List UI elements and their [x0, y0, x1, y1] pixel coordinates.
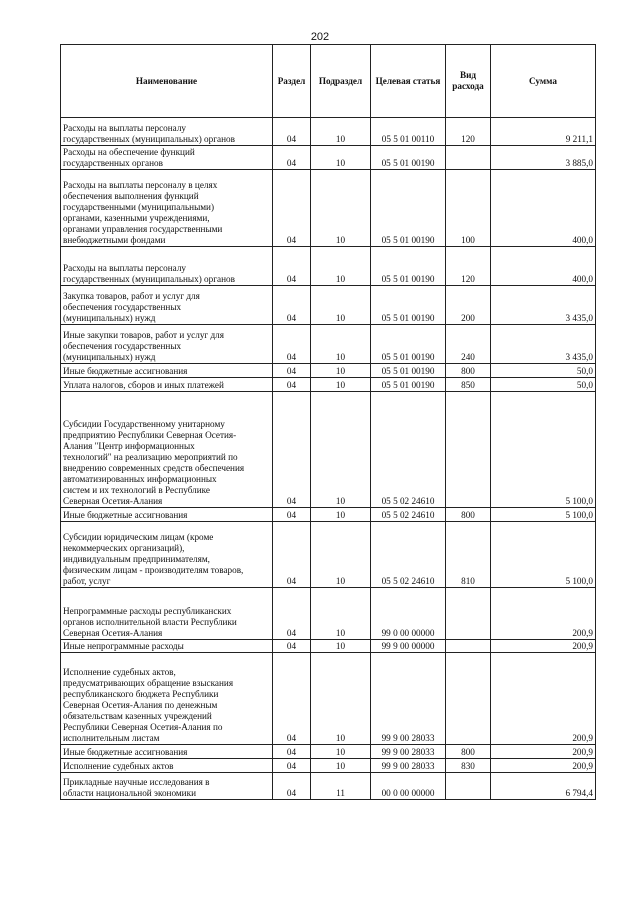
row-subsection: 11 [311, 773, 371, 800]
row-name: Иные закупки товаров, работ и услуг для обеспечения государственных (муниципальных) нужд [61, 325, 273, 364]
row-subsection: 10 [311, 522, 371, 588]
row-section: 04 [273, 286, 311, 325]
row-expense-type: 100 [446, 170, 491, 247]
row-section: 04 [273, 392, 311, 508]
table-row [61, 653, 596, 745]
row-section: 04 [273, 325, 311, 364]
row-amount: 5 100,0 [491, 392, 596, 508]
header-expense-type: Вид расхода [446, 45, 491, 118]
row-name: Иные бюджетные ассигнования [61, 508, 273, 522]
row-subsection: 10 [311, 325, 371, 364]
row-section: 04 [273, 247, 311, 286]
header-target-article: Целевая статья [371, 45, 446, 118]
row-subsection: 10 [311, 588, 371, 640]
row-amount: 200,9 [491, 640, 596, 653]
row-expense-type: 200 [446, 286, 491, 325]
row-amount: 200,9 [491, 759, 596, 773]
row-name: Субсидии Государственному унитарному предприятию Республики Северная Осетия- Алания "Центр информационных технологий" на реализацию мероприятий по внедрению современных средств обеспечения автоматизированных информационных систем и их технологий в Республике Северная Осетия-Алания [61, 392, 273, 508]
row-section: 04 [273, 378, 311, 392]
row-amount: 5 100,0 [491, 522, 596, 588]
table-row [61, 508, 596, 522]
row-subsection: 10 [311, 378, 371, 392]
row-subsection: 10 [311, 508, 371, 522]
table-row [61, 325, 596, 364]
row-subsection: 10 [311, 170, 371, 247]
row-section: 04 [273, 653, 311, 745]
row-section: 04 [273, 773, 311, 800]
row-expense-type: 120 [446, 247, 491, 286]
row-target-article: 05 5 01 00190 [371, 286, 446, 325]
row-subsection: 10 [311, 247, 371, 286]
row-name: Расходы на выплаты персоналу государственных (муниципальных) органов [61, 247, 273, 286]
table-row [61, 392, 596, 508]
row-expense-type: 800 [446, 508, 491, 522]
row-expense-type: 830 [446, 759, 491, 773]
table-row [61, 170, 596, 247]
row-target-article: 05 5 02 24610 [371, 508, 446, 522]
row-expense-type: 810 [446, 522, 491, 588]
row-target-article: 00 0 00 00000 [371, 773, 446, 800]
table-row [61, 745, 596, 759]
row-expense-type [446, 588, 491, 640]
row-amount: 3 435,0 [491, 286, 596, 325]
row-subsection: 10 [311, 653, 371, 745]
row-target-article: 05 5 01 00110 [371, 118, 446, 146]
table-header-row [61, 45, 596, 118]
row-name: Уплата налогов, сборов и иных платежей [61, 378, 273, 392]
row-amount: 400,0 [491, 170, 596, 247]
row-target-article: 99 9 00 28033 [371, 759, 446, 773]
table-row [61, 247, 596, 286]
row-section: 04 [273, 118, 311, 146]
row-subsection: 10 [311, 745, 371, 759]
row-section: 04 [273, 588, 311, 640]
row-name: Расходы на обеспечение функций государственных органов [61, 146, 273, 170]
row-name: Непрограммные расходы республиканских органов исполнительной власти Республики Северная Осетия-Алания [61, 588, 273, 640]
row-target-article: 05 5 02 24610 [371, 392, 446, 508]
row-name: Иные бюджетные ассигнования [61, 364, 273, 378]
row-target-article: 99 9 00 28033 [371, 653, 446, 745]
row-name: Исполнение судебных актов [61, 759, 273, 773]
row-target-article: 05 5 02 24610 [371, 522, 446, 588]
table-row [61, 286, 596, 325]
row-expense-type: 120 [446, 118, 491, 146]
row-amount: 5 100,0 [491, 508, 596, 522]
row-expense-type: 240 [446, 325, 491, 364]
row-expense-type [446, 653, 491, 745]
budget-table [60, 44, 596, 800]
row-subsection: 10 [311, 286, 371, 325]
row-section: 04 [273, 364, 311, 378]
row-name: Расходы на выплаты персоналу государственных (муниципальных) органов [61, 118, 273, 146]
header-amount: Сумма [491, 45, 596, 118]
row-target-article: 99 9 00 00000 [371, 640, 446, 653]
row-subsection: 10 [311, 146, 371, 170]
row-section: 04 [273, 759, 311, 773]
budget-table-body [61, 118, 596, 800]
table-row [61, 773, 596, 800]
header-subsection: Подраздел [311, 45, 371, 118]
row-section: 04 [273, 508, 311, 522]
row-name: Иные непрограммные расходы [61, 640, 273, 653]
table-row [61, 378, 596, 392]
row-name: Расходы на выплаты персоналу в целях обеспечения выполнения функций государственными (муниципальными) органами, казенными учреждениями, органами управления государственными внебюджетными фондами [61, 170, 273, 247]
row-target-article: 99 0 00 00000 [371, 588, 446, 640]
row-amount: 200,9 [491, 588, 596, 640]
row-name: Субсидии юридическим лицам (кроме некоммерческих организаций), индивидуальным предпринимателям, физическим лицам - производителям товаров, работ, услуг [61, 522, 273, 588]
table-row [61, 759, 596, 773]
row-amount: 200,9 [491, 653, 596, 745]
row-amount: 9 211,1 [491, 118, 596, 146]
row-name: Иные бюджетные ассигнования [61, 745, 273, 759]
table-row [61, 364, 596, 378]
row-subsection: 10 [311, 759, 371, 773]
row-target-article: 05 5 01 00190 [371, 325, 446, 364]
row-target-article: 05 5 01 00190 [371, 378, 446, 392]
row-amount: 3 435,0 [491, 325, 596, 364]
row-amount: 50,0 [491, 364, 596, 378]
row-target-article: 99 9 00 28033 [371, 745, 446, 759]
row-target-article: 05 5 01 00190 [371, 170, 446, 247]
table-row [61, 522, 596, 588]
row-expense-type [446, 392, 491, 508]
table-row [61, 146, 596, 170]
row-section: 04 [273, 745, 311, 759]
row-expense-type [446, 146, 491, 170]
header-section: Раздел [273, 45, 311, 118]
row-expense-type: 850 [446, 378, 491, 392]
row-name: Исполнение судебных актов, предусматривающих обращение взыскания республиканского бюджета Республики Северная Осетия-Алания по денежным обязательствам казенных учреждений Республики Северная Осетия-Алания по исполнительным листам [61, 653, 273, 745]
row-amount: 3 885,0 [491, 146, 596, 170]
row-section: 04 [273, 522, 311, 588]
row-section: 04 [273, 640, 311, 653]
row-target-article: 05 5 01 00190 [371, 364, 446, 378]
row-target-article: 05 5 01 00190 [371, 247, 446, 286]
row-subsection: 10 [311, 364, 371, 378]
row-name: Прикладные научные исследования в области национальной экономики [61, 773, 273, 800]
page-number: 202 [310, 31, 330, 43]
table-row [61, 588, 596, 640]
table-row [61, 118, 596, 146]
row-subsection: 10 [311, 118, 371, 146]
header-name: Наименование [61, 45, 273, 118]
row-subsection: 10 [311, 392, 371, 508]
row-expense-type: 800 [446, 364, 491, 378]
row-expense-type: 800 [446, 745, 491, 759]
table-row [61, 640, 596, 653]
row-name: Закупка товаров, работ и услуг для обеспечения государственных (муниципальных) нужд [61, 286, 273, 325]
row-expense-type [446, 773, 491, 800]
row-amount: 200,9 [491, 745, 596, 759]
row-section: 04 [273, 146, 311, 170]
row-section: 04 [273, 170, 311, 247]
row-target-article: 05 5 01 00190 [371, 146, 446, 170]
row-amount: 50,0 [491, 378, 596, 392]
row-expense-type [446, 640, 491, 653]
row-amount: 6 794,4 [491, 773, 596, 800]
row-amount: 400,0 [491, 247, 596, 286]
row-subsection: 10 [311, 640, 371, 653]
